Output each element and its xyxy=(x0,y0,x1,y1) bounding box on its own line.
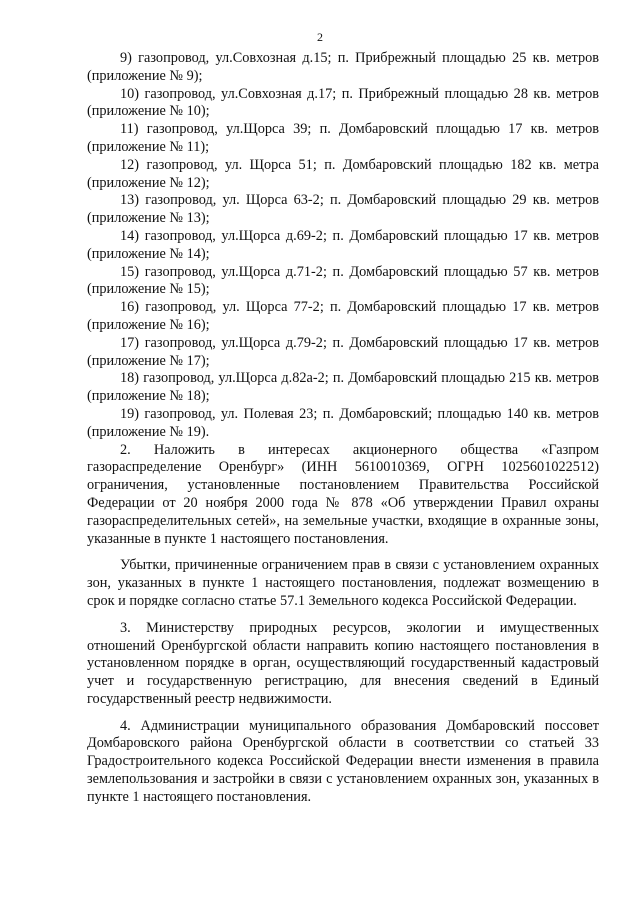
list-item-10: 10) газопровод, ул.Совхозная д.17; п. Прибрежный площадью 28 кв. метров (приложение № 10); xyxy=(87,85,599,120)
list-item-12: 12) газопровод, ул. Щорса 51; п. Домбаровский площадью 182 кв. метра (приложение № 12); xyxy=(87,156,599,191)
list-item-16: 16) газопровод, ул. Щорса 77-2; п. Домбаровский площадью 17 кв. метров (приложение № 16); xyxy=(87,299,599,333)
list-item-19: 19) газопровод, ул. Полевая 23; п. Домбаровский; площадью 140 кв. метров (приложение № 19). xyxy=(87,405,599,440)
list-item-11: 11) газопровод, ул.Щорса 39; п. Домбаровский площадью 17 кв. метров (приложение № 11); xyxy=(87,121,599,155)
paragraph-2: 2. Наложить в интересах акционерного общества «Газпром газораспределение Оренбург» (ИНН 5610010369, ОГРН 1025601022512) ограничения, установленные постановлением Правительства Российской Федерации от 20 ноября 2000 года № 878 «Об утверждении Правил охраны газораспределительных сетей», на земельные участки, входящие в охранные зоны, указанные в пункте 1 настоящего постановления. xyxy=(87,441,599,547)
list-item-15: 15) газопровод, ул.Щорса д.71-2; п. Домбаровский площадью 57 кв. метров (приложение № 15); xyxy=(87,263,599,298)
document-body xyxy=(87,50,599,807)
paragraph-2-losses: Убытки, причиненные ограничением прав в связи с установлением охранных зон, указанных в пункте 1 настоящего постановления, подлежат возмещению в срок и порядке согласно статье 57.1 Земельного кодекса Российской Федерации. xyxy=(87,557,599,609)
paragraph-4: 4. Администрации муниципального образования Домбаровский поссовет Домбаровского района Оренбургской области в соответствии со статьей 33 Градостроительного кодекса Российской Федерации внести изменения в правила землепользования и застройки в связи с установлением охранных зон, указанных в пункте 1 настоящего постановления. xyxy=(87,717,599,805)
list-item-13: 13) газопровод, ул. Щорса 63-2; п. Домбаровский площадью 29 кв. метров (приложение № 13); xyxy=(87,192,599,227)
page-number: 2 xyxy=(317,30,323,44)
list-item-18: 18) газопровод, ул.Щорса д.82а-2; п. Домбаровский площадью 215 кв. метров (приложение № 18); xyxy=(87,370,599,405)
list-item-14: 14) газопровод, ул.Щорса д.69-2; п. Домбаровский площадью 17 кв. метров (приложение № 14); xyxy=(87,227,599,262)
list-item-9: 9) газопровод, ул.Совхозная д.15; п. Прибрежный площадью 25 кв. метров (приложение № 9); xyxy=(87,50,599,84)
list-item-17: 17) газопровод, ул.Щорса д.79-2; п. Домбаровский площадью 17 кв. метров (приложение № 17); xyxy=(87,334,599,369)
paragraph-3: 3. Министерству природных ресурсов, экологии и имущественных отношений Оренбургской области направить копию настоящего постановления в установленном порядке в орган, осуществляющий государственный кадастровый учет и государственную регистрацию, для внесения сведений в Единый государственный реестр недвижимости. xyxy=(87,619,599,707)
